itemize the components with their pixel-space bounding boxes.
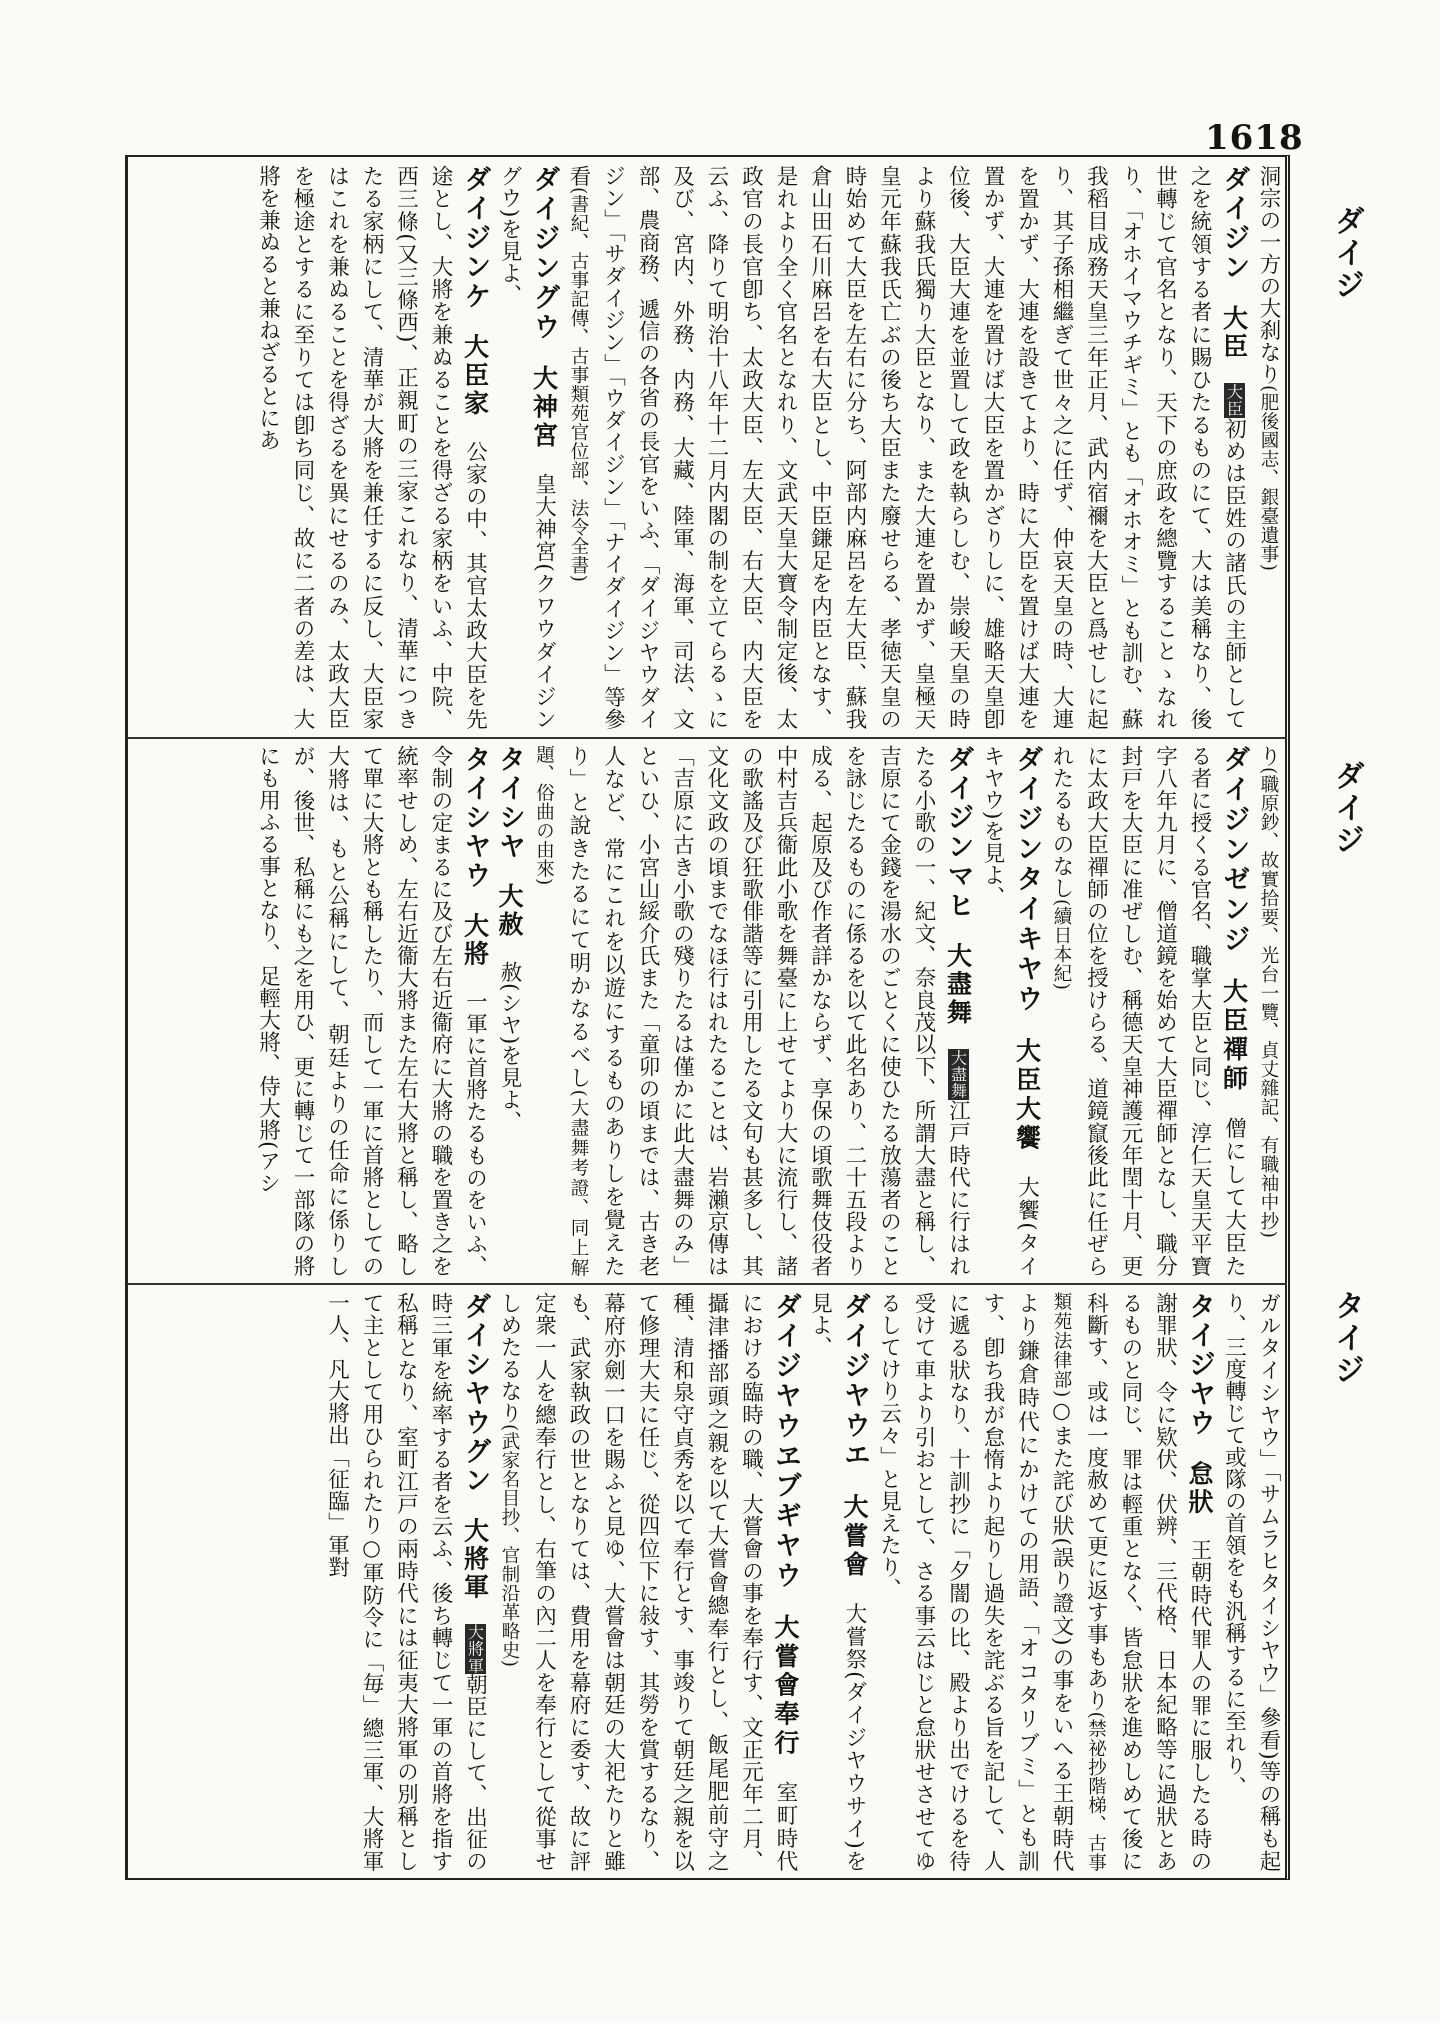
entry-headword: 大嘗會 <box>840 1492 869 1580</box>
entry-daijinke <box>250 165 492 730</box>
entry-daijingu <box>492 165 561 730</box>
entry-taisha <box>492 745 527 1277</box>
entry-daishaugun <box>319 1292 492 1872</box>
entry-kana: ダイジンゼンジ <box>1218 745 1250 955</box>
entry-source: (禁祕抄階梯、古事類苑法律部) <box>1051 1292 1107 1872</box>
side-label-bottom: タイジ <box>1329 1290 1364 1386</box>
entry-kana: タイシヤ <box>494 745 525 861</box>
entry-headword: 大赦 <box>495 883 524 939</box>
entry-body: 王朝時代罪人の罪に服したる時の謝罪狀、令に欵伏、伏辨、三代格、日本紀略等に過狀とあるものと同じ、罪は輕重となく、皆怠狀を進めしめて後に科斷す、或は一度赦めて更に返す事もあり <box>1083 1292 1212 1872</box>
entry-continuation-2: り(職原鈔、故實拾要、光台一覽、貞丈雜記、有職袖中抄) <box>1256 745 1281 1239</box>
entry-taishau <box>250 745 492 1277</box>
entry-kana: タイジヤウ <box>1184 1292 1215 1439</box>
band-divider-2 <box>127 1283 1287 1285</box>
entry-headword: 怠狀 <box>1185 1460 1214 1517</box>
entry-source: (大盡舞考證、同上解題、俗曲の由來) <box>533 745 589 1277</box>
side-label-middle: ダイジ <box>1329 760 1364 856</box>
entry-daijaue <box>802 1292 871 1872</box>
entry-body: 室町時代における臨時の職、大嘗會の事を奉行す、文正元年二月、攝津播部頭之親を以て大嘗會總奉行とし、飯尾肥前守之種、清和泉守貞秀を以て奉行とす、事竣りて朝廷之親を以て修理大夫に任じ、從四位下に敍す、其勞を賞するなり、幕府亦劍一口を賜ふと見ゆ、大嘗會は朝廷の大祀たりと雖も、武家執政の世となりては、費用を幕府に委す、故に評定衆一人を總奉行とし、右筆の內二人を奉行として從事せしめたるなり <box>497 1292 798 1872</box>
entry-body: 赦(シヤ)を見よ、 <box>497 961 522 1133</box>
entry-source: (書紀、古事記傳、古事類苑官位部、法令全書) <box>568 187 589 583</box>
entry-daijintaikyau <box>975 745 1044 1277</box>
entry-body: 僧にして大臣たる者に授くる官名、職掌大臣と同じ、淳仁天皇天平寶字八年九月に、僧道鏡を始めて大臣禪師となし、職分封戸を大臣に准ぜしむ、稱德天皇神護元年閏十月、更に太政大臣禪師の位を授けらる、道鏡竄後此に任ぜられたるものなし <box>1049 745 1247 1277</box>
entry-headword: 大將 <box>460 912 490 969</box>
entry-headword: 大盡舞 <box>943 942 973 1028</box>
entry-body: 大饗(タイキヤウ)を見よ、 <box>980 745 1040 1277</box>
entry-kana: ダイシヤウグン <box>459 1292 491 1496</box>
entry-kana: ダイジヤウエ <box>839 1292 870 1471</box>
entry-tag: 大盡舞 <box>948 1049 968 1100</box>
entry-headword: 大臣 <box>1219 304 1249 362</box>
entry-tag: 大將軍 <box>465 1623 485 1674</box>
entry-daijinzenji <box>1044 745 1251 1277</box>
entry-body: 江戸時代に行はれたる小歌の一、紀文、奈良茂以下、所謂大盡と稱し、吉原にて金錢を湯水のごとくに使ひたる放蕩者のことを詠じたるものに係るを以て此名あり、二十五段より成る、起原及び作者詳かならず、享保の頃歌舞伎役者中村吉兵衞此小歌を舞臺に上せてより大に流行し、諸の歌謠及び狂歌俳諧等に引用したる文句も甚多し、其文化文政の頃までなほ行はれたることは、岩瀨京傳は「吉原に古き小歌の殘りたるは僅かに此大盡舞のみ」といひ、小宮山綏介氏また「童卯の頃までは、古き老人など、常にこれを以遊にするものありしを覺えたり」と說きたるにて明かなるべし <box>566 745 971 1277</box>
entry-body: 朝臣にして、出征の時三軍を統率する者を云ふ、後ち轉じて一軍の首將を指す私稱となり、室町江戸の兩時代には征夷大將軍の別稱として主として用ひられたり○軍防令に「毎」總三軍、大將軍一人、凡大將出「征臨」軍對 <box>324 1292 488 1872</box>
text-band-1 <box>145 165 1285 730</box>
entry-headword: 大嘗會奉行 <box>771 1613 800 1759</box>
entry-kana: ダイジンマヒ <box>942 745 974 921</box>
text-band-2 <box>145 745 1285 1277</box>
entry-kana: ダイジヤウヱブギヤウ <box>770 1292 801 1591</box>
entry-body: 大嘗祭(ダイジヤウサイ)を見よ、 <box>807 1292 867 1872</box>
entry-kana: ダイジン <box>1218 165 1250 283</box>
entry-kana: タイシヤウ <box>459 745 491 891</box>
entry-kana: ダイジンタイキヤウ <box>1011 745 1043 1015</box>
entry-daijauebugyau <box>492 1292 803 1872</box>
page-number: 1618 <box>1205 118 1304 158</box>
entry-kana: ダイジンケ <box>459 165 491 312</box>
entry-headword: 大臣禪師 <box>1219 977 1249 1094</box>
entry-continuation-1: 洞宗の一方の大刹なり(肥後國志、銀臺遺事) <box>1256 165 1281 572</box>
entry-source: (武家名目抄、官制沿革略史) <box>499 1424 520 1668</box>
entry-kana: ダイジングウ <box>528 165 560 343</box>
entry-daijinmahi <box>526 745 975 1277</box>
entry-taijau <box>871 1292 1216 1872</box>
entry-body: 皇大神宮(クワウダイジングウ)を見よ、 <box>497 165 557 730</box>
band-divider-1 <box>127 737 1287 739</box>
side-label-top: ダイジ <box>1329 205 1364 301</box>
entry-tag: 大臣 <box>1224 383 1244 418</box>
entry-headword: 大將軍 <box>460 1517 490 1602</box>
entry-body-extra: ○また詫び狀(誤り證文)の事をいへる王朝時代より鎌倉時代にかけての用語、「オコタリブミ」とも訓す、卽ち我が怠惰より起りし過失を詫ぶる旨を記して、人に遞る狀なり、十訓抄に「夕闇の比、殿より出でけるを待受けて車より引おとして、さる事云はじと怠狀せさせてゆるしてけり云々」と見えたり、 <box>876 1292 1074 1872</box>
entry-source: (續日本紀) <box>1051 899 1072 991</box>
entry-headword: 大臣大饗 <box>1012 1036 1042 1154</box>
entry-body: 公家の中、其官太政大臣を先途とし、大將を兼ぬることを得ざる家柄をいふ、中院、西三條(又三條西)、正親町の三家これなり、清華につきたる家柄にして、清華が大將を兼任するに反し、大臣家はこれを兼ぬることを得ざるを異にせるのみ、太政大臣を極途とするに至りては卽ち同じ、故に二者の差は、大將を兼ぬると兼ねざるとにあ <box>255 165 488 730</box>
entry-body: 一軍に首將たるものをいふ、令制の定まるに及び左右近衞府に大將の職を置き之を統率せしめ、左右近衞大將また左右大將と稱し、略して單に大將とも稱したり、而して一軍に首將としての大將は、もと公稱にして、朝廷よりの任命に係りしが、後世、私稱にも之を用ひ、更に轉じて一部隊の將にも用ふる事となり、足輕大將、侍大將(アシ <box>255 745 488 1277</box>
entry-continuation-3: ガルタイシヤウ」「サムラヒタイシヤウ」參看)等の稱も起り、三度轉じて或隊の首領をも汎稱するに至れり、 <box>1221 1292 1281 1872</box>
entry-headword: 大臣家 <box>460 333 490 419</box>
entry-headword: 大神宮 <box>529 364 559 451</box>
entry-body: 初めは臣姓の諸氏の主師として之を統領する者に賜ひたるものにて、大は美稱なり、後世轉じて官名となり、天下の庶政を總覽することゝなれり、「オホイマウチギミ」とも「オホオミ」とも訓む、蘇我稻目成務天皇三年正月、武内宿禰を大臣と爲せしに起り、其子孫相繼ぎて世々之に任ず、仲哀天皇の時、大連を置かず、大連を設きてより、時に大臣を置けば大連を置かず、大連を置けば大臣を置かざりしに、雄略天皇卽位後、大臣大連を並置して政を執らしむ、崇峻天皇の時より蘇我氏獨り大臣となり、また大連を置かず、皇極天皇元年蘇我氏亡ぶの後ち大臣また廢せらる、孝徳天皇の時始めて大臣を左右に分ち、阿部内麻呂を左大臣、蘇我倉山田石川麻呂を右大臣とし、中臣鎌足を内臣となす、是れより全く官名となれり、文武天皇大寶令制定後、太政官の長官卽ち、太政大臣、左大臣、右大臣、内大臣を云ふ、降りて明治十八年十二月内閣の制を立てらるゝに及び、宮内、外務、内務、大藏、陸軍、海軍、司法、文部、農商務、遞信の各省の長官をいふ、「ダイジヤウダイジン」「サダイジン」「ウダイジン」「ナイダイジン」等參看 <box>566 165 1247 730</box>
text-band-3 <box>145 1292 1285 1872</box>
entry-daijin <box>561 165 1251 730</box>
